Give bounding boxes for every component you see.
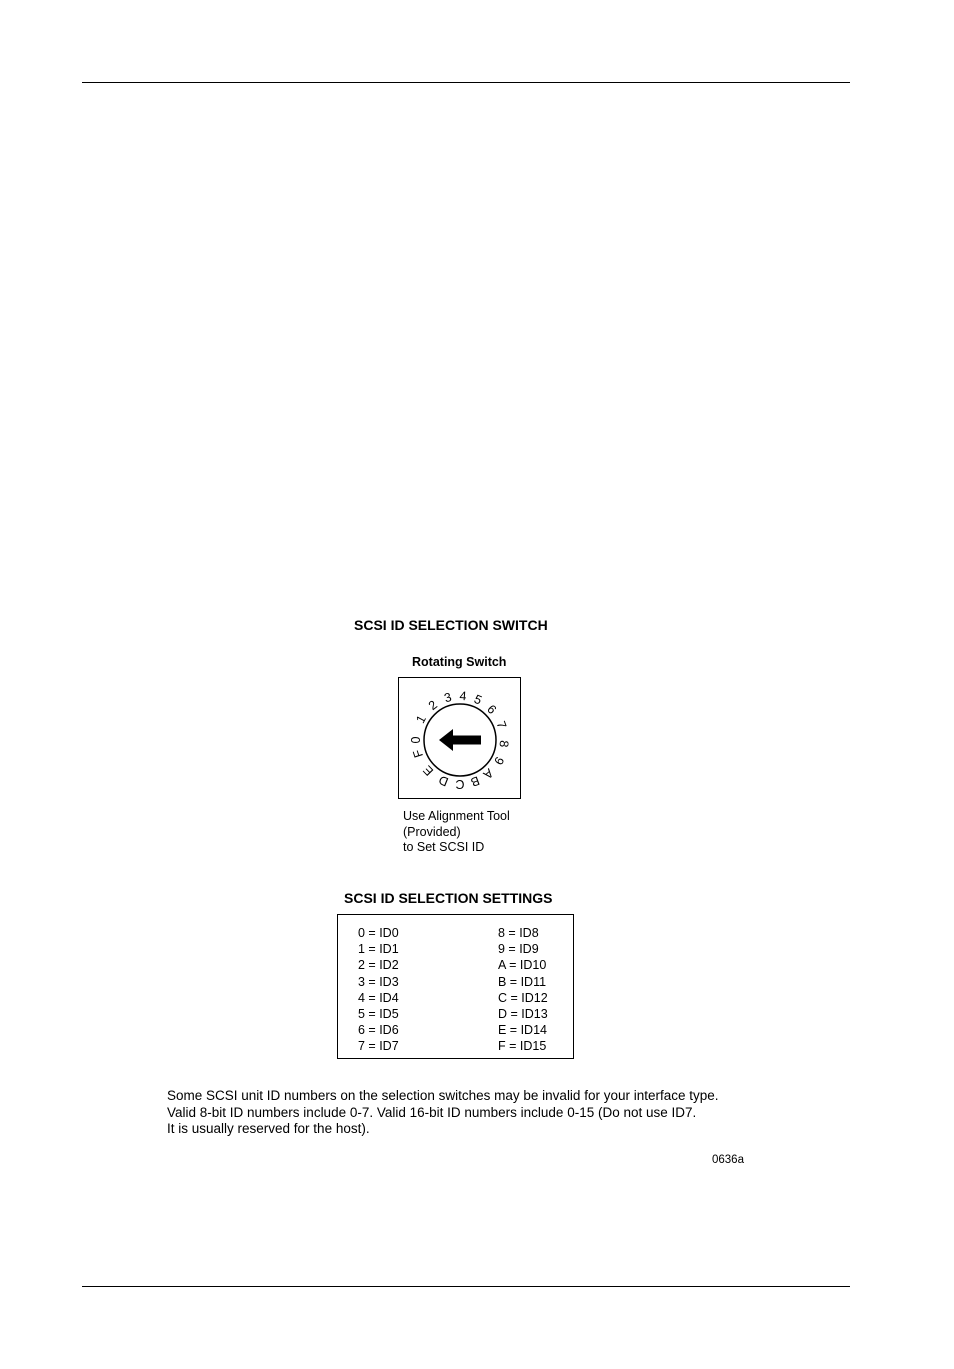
dial-digit: 3 xyxy=(442,690,454,706)
dial-digit: 0 xyxy=(409,736,423,744)
tool-note-line: (Provided) xyxy=(403,824,461,839)
setting-entry: D = ID13 xyxy=(498,1007,548,1022)
figure-code: 0636a xyxy=(712,1154,744,1166)
dial-digit: 8 xyxy=(496,739,512,748)
dial-digit: F xyxy=(410,747,426,760)
dial-digit: D xyxy=(436,772,451,789)
header-rule xyxy=(82,82,850,83)
dial-digit: 2 xyxy=(425,697,440,713)
setting-entry: 8 = ID8 xyxy=(498,926,539,940)
note-line: Some SCSI unit ID numbers on the selection switches may be invalid for your interface type. xyxy=(167,1088,719,1103)
rotating-switch-diagram xyxy=(398,677,521,799)
setting-entry: F = ID15 xyxy=(498,1039,547,1054)
dial-digit: E xyxy=(420,762,437,779)
setting-entry: 1 = ID1 xyxy=(358,942,399,957)
dial-digit: 6 xyxy=(484,702,500,717)
alignment-tool-note xyxy=(403,809,510,856)
dial-digit: 4 xyxy=(459,688,468,704)
setting-entry: 3 = ID3 xyxy=(358,974,399,989)
setting-entry: 7 = ID7 xyxy=(358,1039,399,1054)
setting-entry: 6 = ID6 xyxy=(358,1023,399,1038)
setting-entry: C = ID12 xyxy=(498,990,548,1005)
setting-entry: 9 = ID9 xyxy=(498,942,539,957)
setting-entry: 0 = ID0 xyxy=(358,926,399,940)
tool-note-line: to Set SCSI ID xyxy=(403,840,485,854)
setting-entry: E = ID14 xyxy=(498,1023,547,1038)
setting-entry: 5 = ID5 xyxy=(358,1007,399,1022)
setting-entry: 2 = ID2 xyxy=(358,958,399,973)
dial-digit: C xyxy=(455,777,465,791)
settings-title: SCSI ID SELECTION SETTINGS xyxy=(344,890,553,906)
dial-digit: 5 xyxy=(471,691,484,708)
rotating-switch-svg xyxy=(399,678,521,800)
dial-digit: 9 xyxy=(491,754,507,768)
note-line: Valid 8-bit ID numbers include 0-7. Valid 16-bit ID numbers include 0-15 (Do not use ID7. xyxy=(167,1104,697,1120)
dial-digit: A xyxy=(480,765,496,782)
setting-entry: A = ID10 xyxy=(498,958,547,973)
footer-rule xyxy=(82,1286,850,1287)
switch-figure-title: SCSI ID SELECTION SWITCH xyxy=(354,617,548,633)
note-line: It is usually reserved for the host). xyxy=(167,1121,370,1136)
setting-entry: 4 = ID4 xyxy=(358,990,399,1005)
dial-digit: 7 xyxy=(493,719,510,731)
dial-digit: B xyxy=(468,773,482,790)
settings-left-column xyxy=(358,925,399,1055)
rotating-switch-label: Rotating Switch xyxy=(412,655,507,669)
dial-digit: 1 xyxy=(413,712,429,726)
tool-note-line: Use Alignment Tool xyxy=(403,809,510,823)
id-validity-note xyxy=(167,1088,719,1138)
settings-right-column xyxy=(498,925,548,1055)
settings-table xyxy=(337,914,574,1059)
setting-entry: B = ID11 xyxy=(498,974,547,989)
